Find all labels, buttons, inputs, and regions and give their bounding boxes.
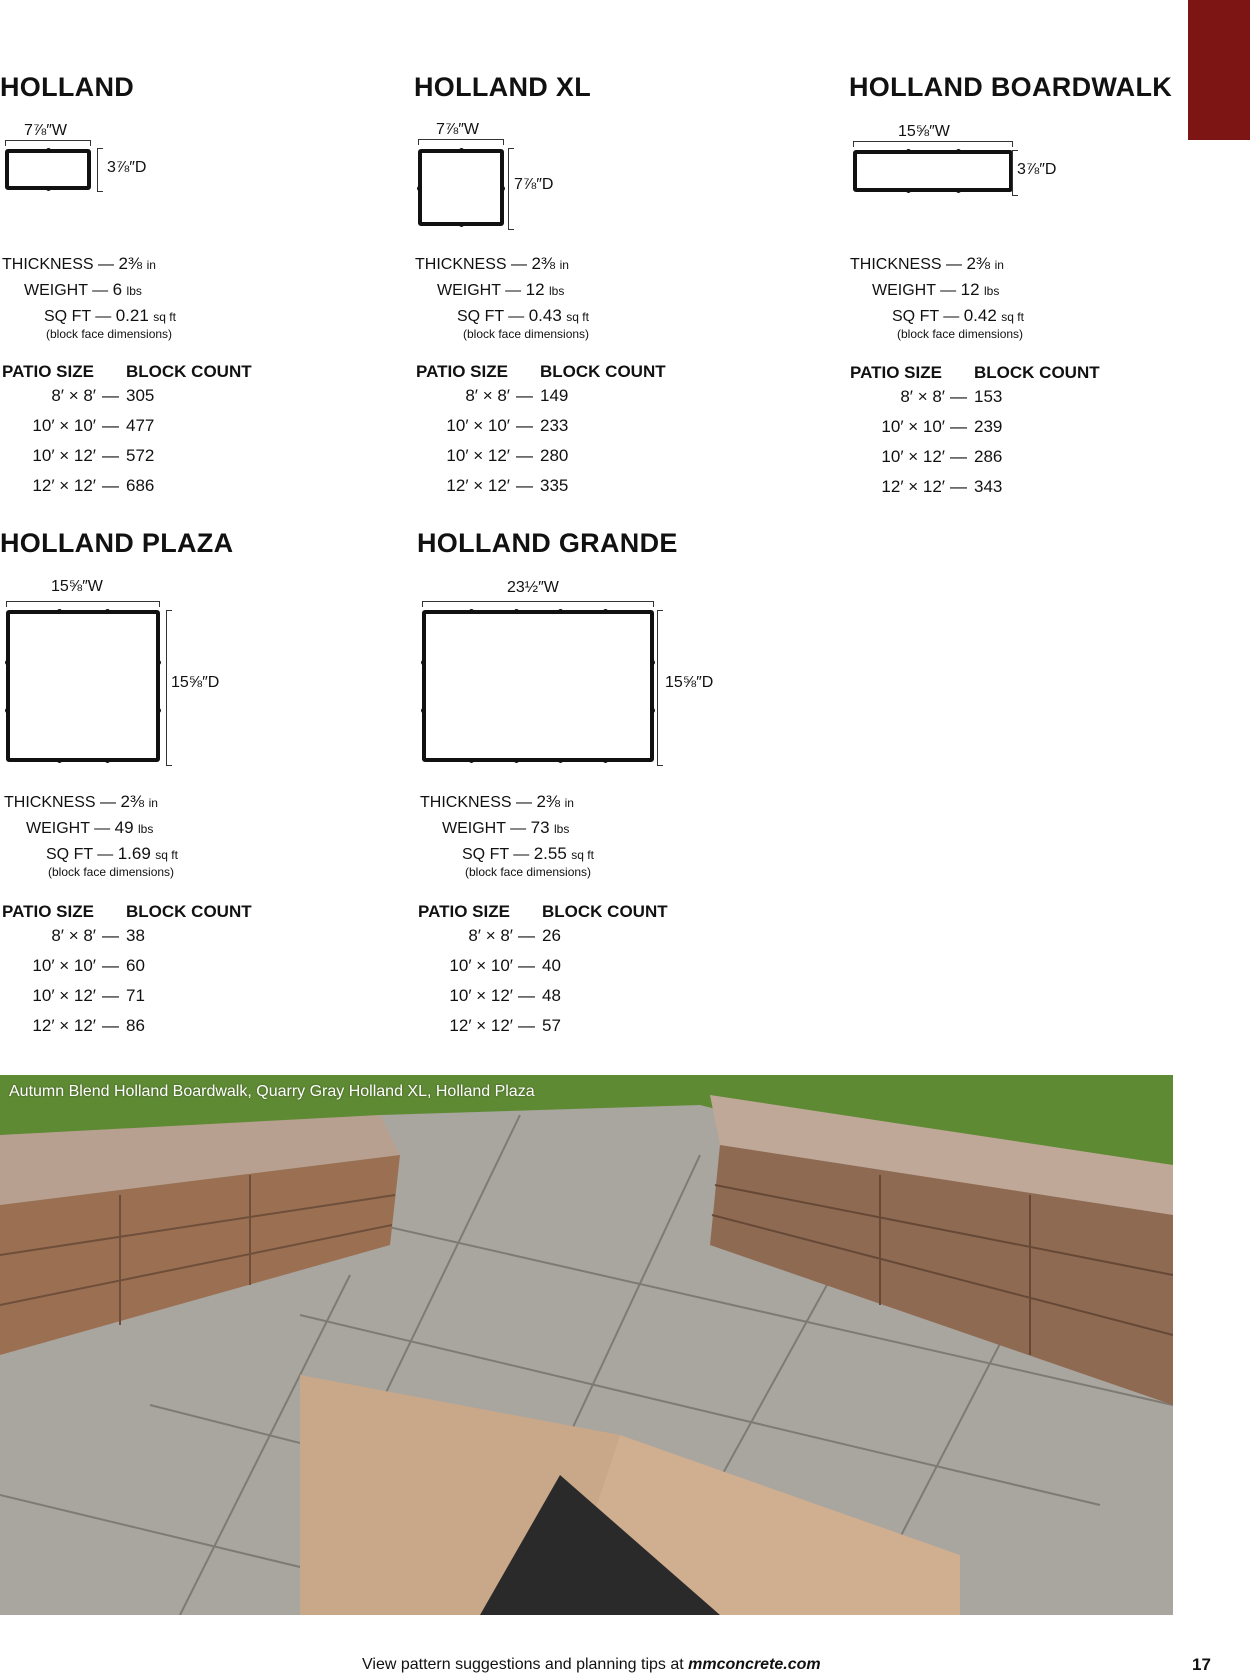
patio-size-header: PATIO SIZE <box>850 363 942 382</box>
block-nub <box>57 758 62 763</box>
sqft-spec: SQ FT — 0.43 sq ft <box>457 306 589 325</box>
patio-illustration <box>0 1075 1173 1615</box>
table-row: 8′ × 8′ — 305 <box>51 386 155 405</box>
weight-spec: WEIGHT — 12 lbs <box>437 280 565 299</box>
block-nub <box>956 149 961 154</box>
block-count-header: BLOCK COUNT <box>542 902 668 921</box>
block-count-header: BLOCK COUNT <box>126 902 252 921</box>
table-row: 8′ × 8′ — 38 <box>51 926 145 945</box>
block-nub <box>421 708 426 713</box>
block-nub <box>46 186 51 191</box>
width-dimension-line <box>422 601 654 607</box>
block-nub <box>906 149 911 154</box>
product-holland-grande <box>417 528 817 1048</box>
weight-spec: WEIGHT — 12 lbs <box>872 280 1000 299</box>
block-nub <box>57 609 62 614</box>
block-nub <box>46 148 51 153</box>
weight-spec: WEIGHT — 6 lbs <box>24 280 142 299</box>
block-nub <box>558 758 563 763</box>
depth-label: 7⅞″D <box>514 176 554 193</box>
block-nub <box>421 660 426 665</box>
depth-label: 15⅝″D <box>171 674 220 691</box>
block-diagram <box>853 150 1013 192</box>
table-row: 10′ × 12′ — 71 <box>32 986 145 1005</box>
table-row: 10′ × 12′ — 48 <box>449 986 561 1005</box>
table-row: 10′ × 12′ — 280 <box>446 446 569 465</box>
table-row: 8′ × 8′ — 149 <box>465 386 569 405</box>
photo-caption: Autumn Blend Holland Boardwalk, Quarry Gray Holland XL, Holland Plaza <box>9 1083 535 1100</box>
weight-spec: WEIGHT — 49 lbs <box>26 818 154 837</box>
block-nub <box>906 188 911 193</box>
table-row: 10′ × 10′ — 239 <box>881 417 1003 436</box>
table-row: 8′ × 8′ — 153 <box>900 387 1003 406</box>
block-nub <box>417 186 422 191</box>
dimension-note: (block face dimensions) <box>48 865 175 879</box>
dimension-note: (block face dimensions) <box>463 327 590 341</box>
patio-size-header: PATIO SIZE <box>416 362 508 381</box>
dimension-note: (block face dimensions) <box>465 865 592 879</box>
table-row: 12′ × 12′ — 57 <box>449 1016 561 1035</box>
table-row: 10′ × 12′ — 572 <box>32 446 155 465</box>
block-nub <box>500 186 505 191</box>
sqft-spec: SQ FT — 1.69 sq ft <box>46 844 178 863</box>
thickness-spec: THICKNESS — 2⅜ in <box>415 254 569 273</box>
product-title: HOLLAND GRANDE <box>417 528 678 558</box>
website-link[interactable]: mmconcrete.com <box>688 1656 821 1673</box>
block-nub <box>650 660 655 665</box>
depth-dimension-line <box>657 610 663 766</box>
width-dimension-line <box>5 140 91 146</box>
table-row: 12′ × 12′ — 335 <box>446 476 569 495</box>
block-nub <box>514 758 519 763</box>
width-dimension-line <box>6 601 160 607</box>
width-label: 15⅝″W <box>898 123 950 140</box>
thickness-spec: THICKNESS — 2⅜ in <box>850 254 1004 273</box>
width-label: 7⅞″W <box>24 122 68 139</box>
product-holland-xl <box>414 72 814 592</box>
block-diagram <box>418 149 504 226</box>
block-nub <box>469 758 474 763</box>
patio-size-header: PATIO SIZE <box>418 902 510 921</box>
block-nub <box>514 609 519 614</box>
patio-size-header: PATIO SIZE <box>2 362 94 381</box>
block-diagram <box>422 610 654 762</box>
product-title: HOLLAND <box>0 72 135 102</box>
dimension-note: (block face dimensions) <box>897 327 1024 341</box>
block-nub <box>650 708 655 713</box>
width-dimension-line <box>853 141 1013 147</box>
block-nub <box>603 609 608 614</box>
product-holland-plaza <box>0 528 400 1048</box>
table-row: 8′ × 8′ — 26 <box>468 926 561 945</box>
page-number: 17 <box>1192 1655 1211 1674</box>
thickness-spec: THICKNESS — 2⅜ in <box>2 254 156 273</box>
block-nub <box>5 708 10 713</box>
thickness-spec: THICKNESS — 2⅜ in <box>4 792 158 811</box>
width-dimension-line <box>418 139 504 145</box>
sqft-spec: SQ FT — 2.55 sq ft <box>462 844 594 863</box>
depth-label: 15⅝″D <box>665 674 714 691</box>
patio-size-header: PATIO SIZE <box>2 902 94 921</box>
width-label: 15⅝″W <box>51 578 103 595</box>
block-nub <box>469 609 474 614</box>
weight-spec: WEIGHT — 73 lbs <box>442 818 570 837</box>
dimension-note: (block face dimensions) <box>46 327 173 341</box>
depth-label: 3⅞″D <box>107 159 147 176</box>
table-row: 10′ × 10′ — 477 <box>32 416 155 435</box>
product-title: HOLLAND PLAZA <box>0 528 234 558</box>
block-count-header: BLOCK COUNT <box>974 363 1100 382</box>
depth-label: 3⅞″D <box>1017 161 1057 178</box>
block-diagram <box>5 149 91 190</box>
product-title: HOLLAND XL <box>414 72 591 102</box>
block-nub <box>105 609 110 614</box>
block-nub <box>105 758 110 763</box>
block-nub <box>459 148 464 153</box>
sqft-spec: SQ FT — 0.21 sq ft <box>44 306 176 325</box>
table-row: 10′ × 12′ — 286 <box>881 447 1003 466</box>
footer-text <box>362 1656 821 1674</box>
block-nub <box>558 609 563 614</box>
sqft-spec: SQ FT — 0.42 sq ft <box>892 306 1024 325</box>
table-row: 10′ × 10′ — 40 <box>449 956 561 975</box>
table-row: 12′ × 12′ — 86 <box>32 1016 145 1035</box>
block-count-header: BLOCK COUNT <box>540 362 666 381</box>
width-label: 23½″W <box>507 579 559 596</box>
patio-photo <box>0 1075 1173 1615</box>
block-nub <box>603 758 608 763</box>
product-holland <box>0 72 400 592</box>
block-count-header: BLOCK COUNT <box>126 362 252 381</box>
table-row: 12′ × 12′ — 343 <box>881 477 1003 496</box>
block-nub <box>156 708 161 713</box>
product-title: HOLLAND BOARDWALK <box>849 72 1173 102</box>
table-row: 10′ × 10′ — 233 <box>446 416 569 435</box>
block-nub <box>5 660 10 665</box>
footer-prefix: View pattern suggestions and planning tips at <box>362 1656 689 1673</box>
block-nub <box>956 188 961 193</box>
table-row: 10′ × 10′ — 60 <box>32 956 145 975</box>
depth-dimension-line <box>97 148 103 192</box>
block-diagram <box>6 610 160 762</box>
width-label: 7⅞″W <box>436 121 480 138</box>
product-holland-boardwalk <box>849 72 1249 592</box>
table-row: 12′ × 12′ — 686 <box>32 476 155 495</box>
block-nub <box>156 660 161 665</box>
block-nub <box>459 222 464 227</box>
thickness-spec: THICKNESS — 2⅜ in <box>420 792 574 811</box>
